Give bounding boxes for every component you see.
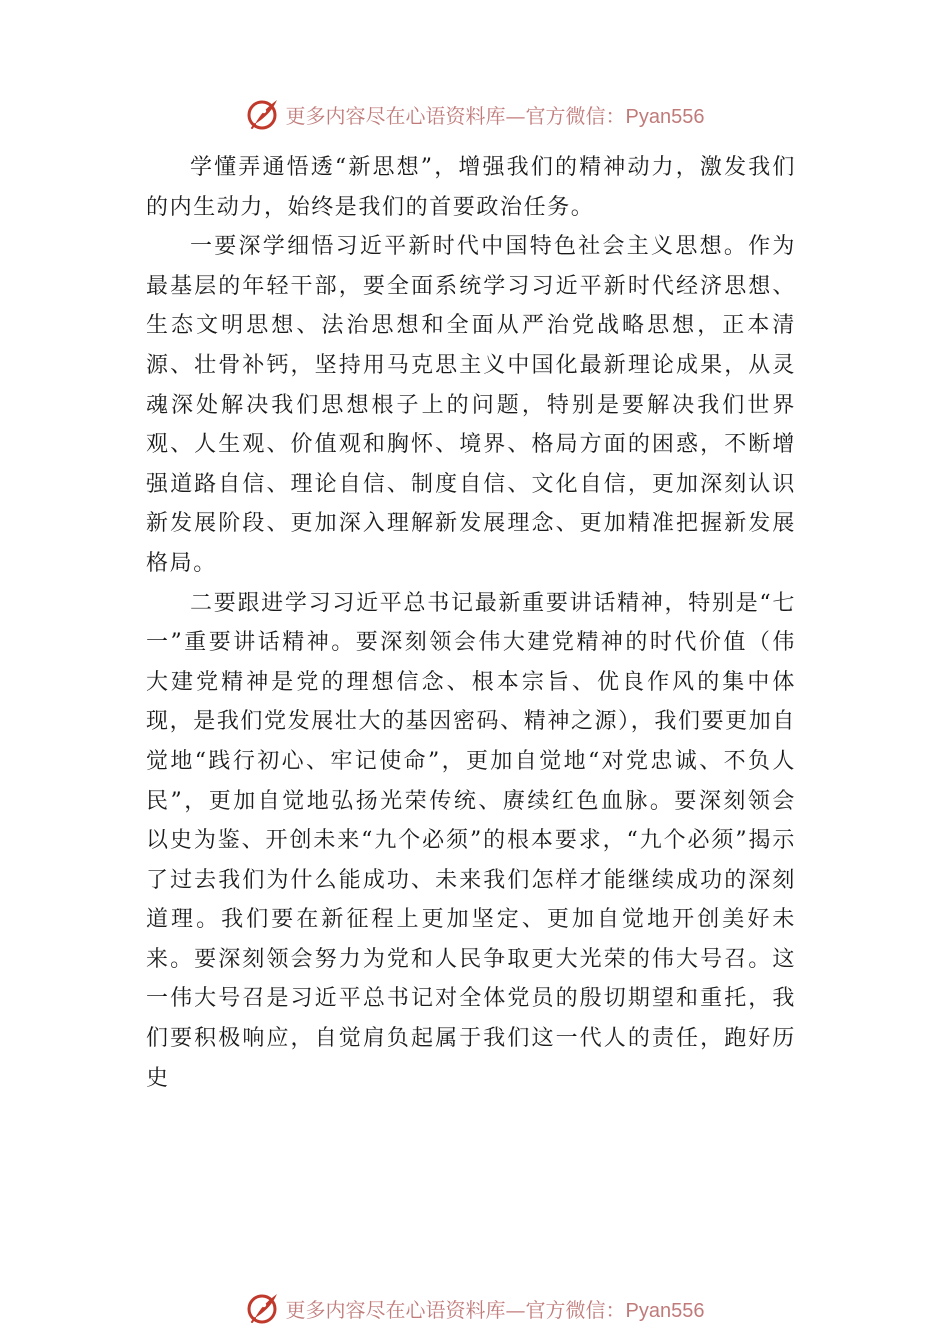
paragraph-2: 一要深学细悟习近平新时代中国特色社会主义思想。作为最基层的年轻干部，要全面系统学习习近平新时代经济思想、生态文明思想、法治思想和全面从严治党战略思想，正本清源、壮骨补钙，坚持用马克思主义中国化最新理论成果，从灵魂深处解决我们思想根子上的问题，特别是要解决我们世界观、人生观、价值观和胸怀、境界、格局方面的困惑，不断增强道路自信、理论自信、制度自信、文化自信，更加深刻认识新发展阶段、更加深入理解新发展理念、更加精准把握新发展格局。 (146, 234, 796, 576)
footer-banner-text (286, 1294, 705, 1323)
quill-logo-icon (246, 1291, 280, 1325)
footer-wechat-handle: Pyan556 (625, 1299, 705, 1322)
footer-banner (0, 1288, 950, 1328)
header-banner-text (286, 100, 705, 129)
article-body (146, 148, 796, 1098)
paragraph-3: 二要跟进学习习近平总书记最新重要讲话精神，特别是“七一”重要讲话精神。要深刻领会伟大建党精神的时代价值（伟大建党精神是党的理想信念、根本宗旨、优良作风的集中体现，是我们党发展壮大的基因密码、精神之源），我们要更加自觉地“践行初心、牢记使命”，更加自觉地“对党忠诚、不负人民”，更加自觉地弘扬光荣传统、赓续红色血脉。要深刻领会以史为鉴、开创未来“九个必须”的根本要求，“九个必须”揭示了过去我们为什么能成功、未来我们怎样才能继续成功的深刻道理。我们要在新征程上更加坚定、更加自觉地开创美好未来。要深刻领会努力为党和人民争取更大光荣的伟大号召。这一伟大号召是习近平总书记对全体党员的殷切期望和重托，我们要积极响应，自觉肩负起属于我们这一代人的责任，跑好历史 (146, 590, 796, 1091)
footer-site-text: 更多内容尽在心语资料库—官方微信： (285, 1297, 626, 1322)
paragraph-1: 学懂弄通悟透“新思想”，增强我们的精神动力，激发我们的内生动力，始终是我们的首要政治任务。 (146, 155, 796, 220)
header-site-text: 更多内容尽在心语资料库—官方微信： (285, 103, 626, 128)
header-wechat-handle: Pyan556 (625, 105, 705, 128)
quill-logo-icon (246, 97, 280, 131)
header-banner (0, 94, 950, 134)
